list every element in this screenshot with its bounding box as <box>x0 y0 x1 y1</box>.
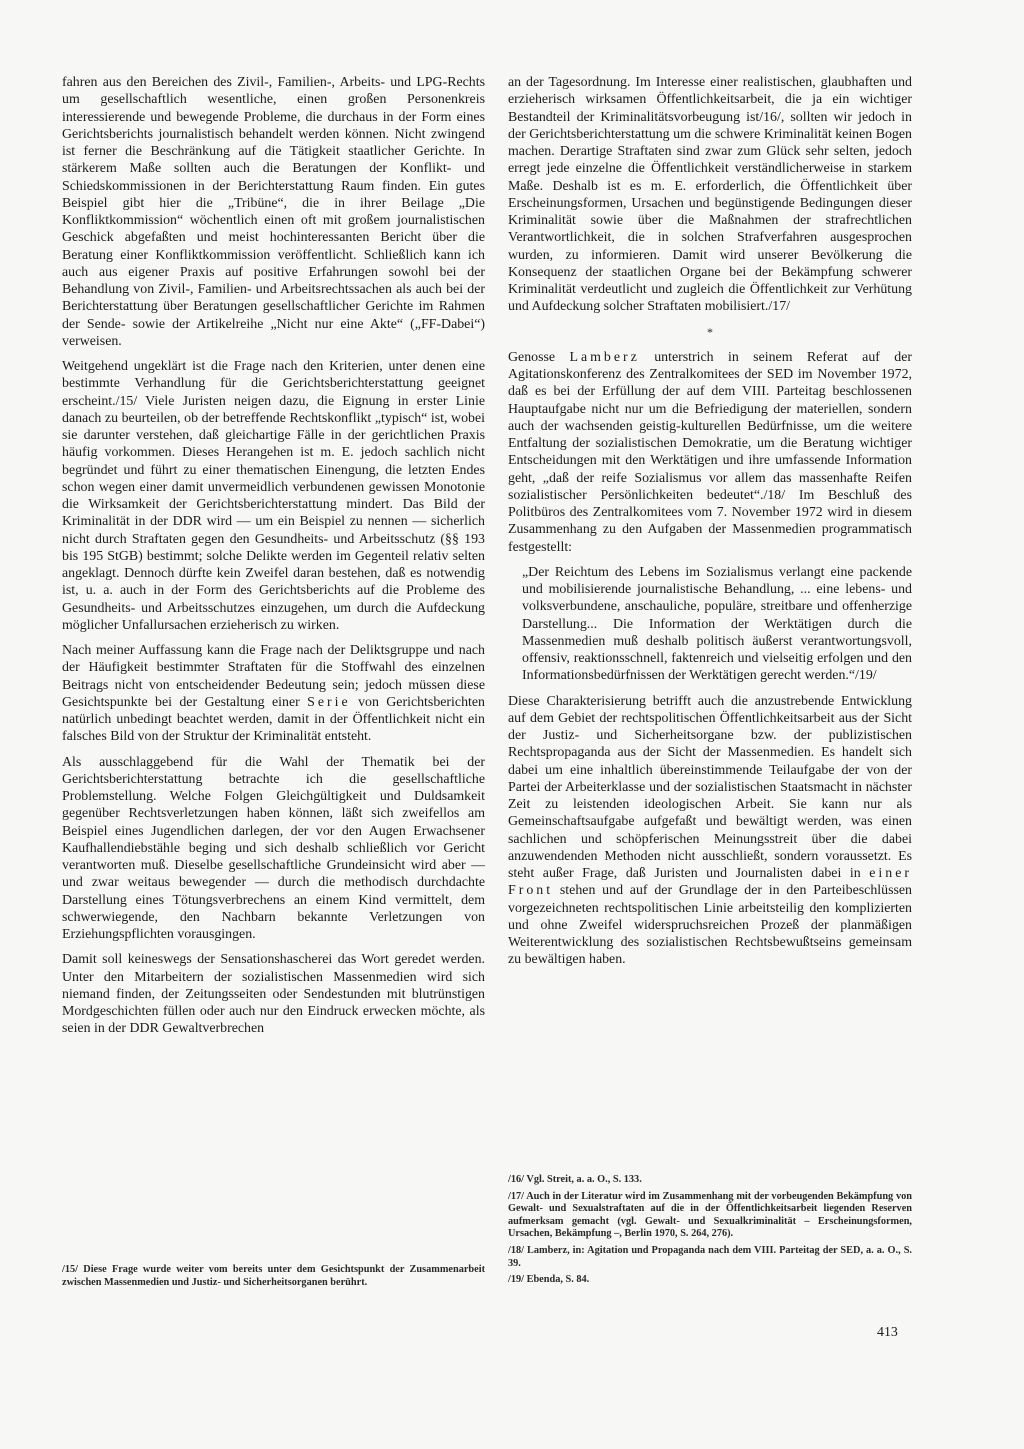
block-quote: „Der Reichtum des Lebens im Sozialismus verlangt eine packende und mobilisierende journalistische Behandlung, ... eine lebens- und volksverbundene, anschauliche, populäre, streitbare und offenherzige Darstellung... Die Information der Werktätigen durch die Massenmedien muß deshalb politisch äußerst verantwortungsvoll, offensiv, reaktionsschnell, faktenreich und vielseitig erfolgen und den Informationsbedürfnissen der Werktätigen gerecht werden.“/19/ <box>522 564 912 684</box>
paragraph <box>62 642 485 746</box>
paragraph-text: von Gerichtsberichten natürlich unbedingt beachtet werden, damit in der Öffentlichkeit nicht ein falsches Bild von der Struktur der Kriminalität entsteht. <box>62 694 485 745</box>
spaced-emphasis: einer Front <box>508 866 913 899</box>
section-separator: * <box>707 324 713 339</box>
paragraph-text: Nach meiner Auffassung kann die Frage nach der Deliktsgruppe und nach der Häufigkeit bestimmter Straftaten für die Stoffwahl des einzelnen Beitrags nicht von entscheidender Bedeutung sein; jedoch müssen diese Gesichtspunkte bei der Gestaltung einer <box>62 643 485 710</box>
paragraph: Damit soll keineswegs der Sensationshascherei das Wort geredet werden. Unter den Mitarbeitern der sozialistischen Massenmedien wird sich niemand finden, der Zeitungsseiten oder Sendestunden mit blutrünstigen Mordgeschichten füllen oder auch nur den Eindruck erwecken möchte, als seien in der DDR Gewaltverbrechen <box>62 952 485 1037</box>
paragraph: Weitgehend ungeklärt ist die Frage nach den Kriterien, unter denen eine bestimmte Verhandlung für die Gerichtsberichterstattung geeignet erscheint./15/ Viele Juristen neigen dazu, die Eignung in erster Linie danach zu beurteilen, ob der betreffende Rechtskonflikt „typisch“ ist, wobei sie darunter verstehen, daß gleichartige Fälle in der gerichtlichen Praxis häufig vorkommen. Dieses Herangehen ist m. E. jedoch sachlich nicht begründet und führt zu einer thematischen Einengung, die letzten Endes schon wegen einer damit unvermeidlich verbundenen gewissen Monotonie die Wirksamkeit der Gerichtsberichterstattung mindert. Das Bild der Kriminalität in der DDR wird — um ein Beispiel zu nennen — sicherlich nicht durch Straftaten gegen den Gesundheits- und Arbeitsschutz (§§ 193 bis 195 StGB) bestimmt; solche Delikte werden im Gegenteil relativ selten angeklagt. Dennoch dürfte kein Zweifel daran bestehen, daß es notwendig ist, u. a. auch in der Form des Gerichtsberichts auf die Probleme des Gesundheits- und Arbeitsschutzes einzugehen, um durch die Aufdeckung möglicher Unfallursachen erzieherisch zu wirken. <box>62 359 485 633</box>
spaced-emphasis: Lamberz <box>569 349 640 365</box>
paragraph-text: Genosse <box>508 349 556 365</box>
footnotes-right <box>508 1174 912 1291</box>
spaced-emphasis: Serie <box>307 694 351 710</box>
paragraph: an der Tagesordnung. Im Interesse einer realistischen, glaubhaften und erzieherisch wirksamen Öffentlichkeitsarbeit, die ja ein wichtiger Bestandteil der Kriminalitätsvorbeugung ist/16/, sollten wir jedoch in der Gerichtsberichterstattung um die schwere Kriminalität keinen Bogen machen. Derartige Straftaten sind zwar zum Glück sehr selten, jedoch erregt jede einzelne die Öffentlichkeit verständlicherweise in starkem Maße. Deshalb ist es m. E. erforderlich, die Öffentlichkeit über Erscheinungsformen, Ursachen und begünstigende Bedingungen dieser Kriminalität sowie über die Maßnahmen der strafrechtlichen Verantwortlichkeit, die in solchen Strafverfahren ausgesprochen wurden, zu informieren. Damit wird unserer Bevölkerung die Konsequenz der staatlichen Organe bei der Bekämpfung schwerer Kriminalität verdeutlicht und zugleich die Öffentlichkeit zur Verhütung und Aufdeckung solcher Straftaten mobilisiert./17/ <box>508 75 912 315</box>
page-number: 413 <box>877 1325 898 1340</box>
footnote-18: /18/ Lamberz, in: Agitation und Propaganda nach dem VIII. Parteitag der SED, a. a. O., S. 39. <box>508 1244 912 1269</box>
paragraph <box>508 349 912 556</box>
paragraph: fahren aus den Bereichen des Zivil-, Familien-, Arbeits- und LPG-Rechts um gesellschaftlich wesentliche, einen großen Personenkreis interessierende und bewegende Probleme, die durchaus in der Form eines Gerichtsberichts journalistisch behandelt werden können. Nicht zwingend ist ferner die Beschränkung auf die Tätigkeit staatlicher Gerichte. In stärkerem Maße sollten auch die Beratungen der Konflikt- und Schiedskommissionen in der Berichterstattung Raum finden. Ein gutes Beispiel gibt hier die „Tribüne“, die in ihrer Beilage „Die Konfliktkommission“ wöchentlich einen oft mit großem journalistischen Geschick abgefaßten und meist hochinteressanten Bericht über die Beratung einer Konfliktkommission veröffentlicht. Schließlich kann ich auch aus eigener Praxis auf positive Erfahrungen sowohl bei der Behandlung von Zivil-, Familien- und Arbeitsrechtssachen als auch bei der Berichterstattung über Beratungen gesellschaftlicher Gerichte im Rahmen der Sende- sowie der Artikelreihe „Nicht nur eine Akte“ („FF-Dabei“) verweisen. <box>62 75 485 349</box>
left-text-column <box>62 74 485 1046</box>
footnotes-left <box>62 1264 485 1293</box>
footnote-17: /17/ Auch in der Literatur wird im Zusammenhang mit der vorbeugenden Bekämpfung von Gewalt- und Sexualstraftaten auf die in der Öffentlichkeitsarbeit liegenden Reserven aufmerksam gemacht (vgl. Gewalt- und Sexualkriminalität – Erscheinungsformen, Ursachen, Bekämpfung –, Berlin 1970, S. 264, 276). <box>508 1190 912 1240</box>
paragraph-text: Diese Charakterisierung betrifft auch die anzustrebende Entwicklung auf dem Gebiet der rechtspolitischen Öffentlichkeitsarbeit aus der Sicht der Justiz- und Sicherheitsorgane bzw. der publizistischen Rechtspropaganda aus der Sicht der Massenmedien. Es handelt sich dabei um eine inhaltlich übereinstimmende Teilaufgabe der von der Partei der Arbeiterklasse und der sozialistischen Staatsmacht in nächster Zeit zu leistenden ideologischen Arbeit. Sie kann nur als Gemeinschaftsaufgabe aufgefaßt und bewältigt werden, was einen sachlichen und schöpferischen Meinungsstreit über die dabei anzuwendenden Methoden nicht ausschließt, sondern voraussetzt. Es steht außer Frage, daß Juristen und Journalisten dabei in <box>508 693 912 881</box>
paragraph: Als ausschlaggebend für die Wahl der Thematik bei der Gerichtsberichterstattung betrachte ich die gesellschaftliche Problemstellung. Welche Folgen Gleichgültigkeit und Duldsamkeit gegenüber Rechtsverletzungen haben können, läßt sich zweifellos am Beispiel eines Jugendlichen darlegen, der vor den Augen Erwachsener Kaufhallendiebstähle beging und sich deshalb schließlich vor Gericht verantworten muß. Dieselbe gesellschaftliche Grundeinsicht wird aber — und zwar weitaus bewegender — durch die methodisch durchdachte Darstellung eines Tötungsverbrechens an einem Kind vermittelt, dem schwerwiegende, den Nachbarn bekannte Verletzungen von Erziehungspflichten vorausgingen. <box>62 754 485 942</box>
paragraph-text: stehen und auf der Grundlage der in den Parteibeschlüssen vorgezeichneten rechtspolitischen Linie arbeitsteilig den komplizierten und ohne Zweifel widerspruchsreichen Prozeß der planmäßigen Weiterentwicklung des sozialistischen Rechtsbewußtseins gemeinsam zu bewältigen haben. <box>508 883 912 968</box>
right-text-column <box>508 74 912 977</box>
paragraph <box>508 693 912 969</box>
footnote-15: /15/ Diese Frage wurde weiter vom bereits unter dem Gesichtspunkt der Zusammenarbeit zwischen Massenmedien und Justiz- und Sicherheitsorganen berührt. <box>62 1264 485 1288</box>
footnote-19: /19/ Ebenda, S. 84. <box>508 1274 590 1286</box>
paragraph-text: unterstrich in seinem Referat auf der Agitationskonferenz des Zentralkomitees der SED im November 1972, daß es bei der Erfüllung der auf dem VIII. Parteitag beschlossenen Hauptaufgabe nicht nur um die Befriedigung der materiellen, sondern auch der wachsenden geistig-kulturellen Bedürfnisse, um die weitere Entfaltung der sozialistischen Demokratie, um die Beratung wichtiger Entscheidungen mit den Werktätigen und ihre umfassende Information geht, „daß der reife Sozialismus vor allem das massenhafte Reifen sozialistischer Persönlichkeiten bedeutet“./18/ Im Beschluß des Politbüros des Zentralkomitees vom 7. November 1972 wird in diesem Zusammenhang zu den Aufgaben der Massenmedien programmatisch festgestellt: <box>508 349 912 555</box>
footnote-16: /16/ Vgl. Streit, a. a. O., S. 133. <box>508 1174 642 1185</box>
